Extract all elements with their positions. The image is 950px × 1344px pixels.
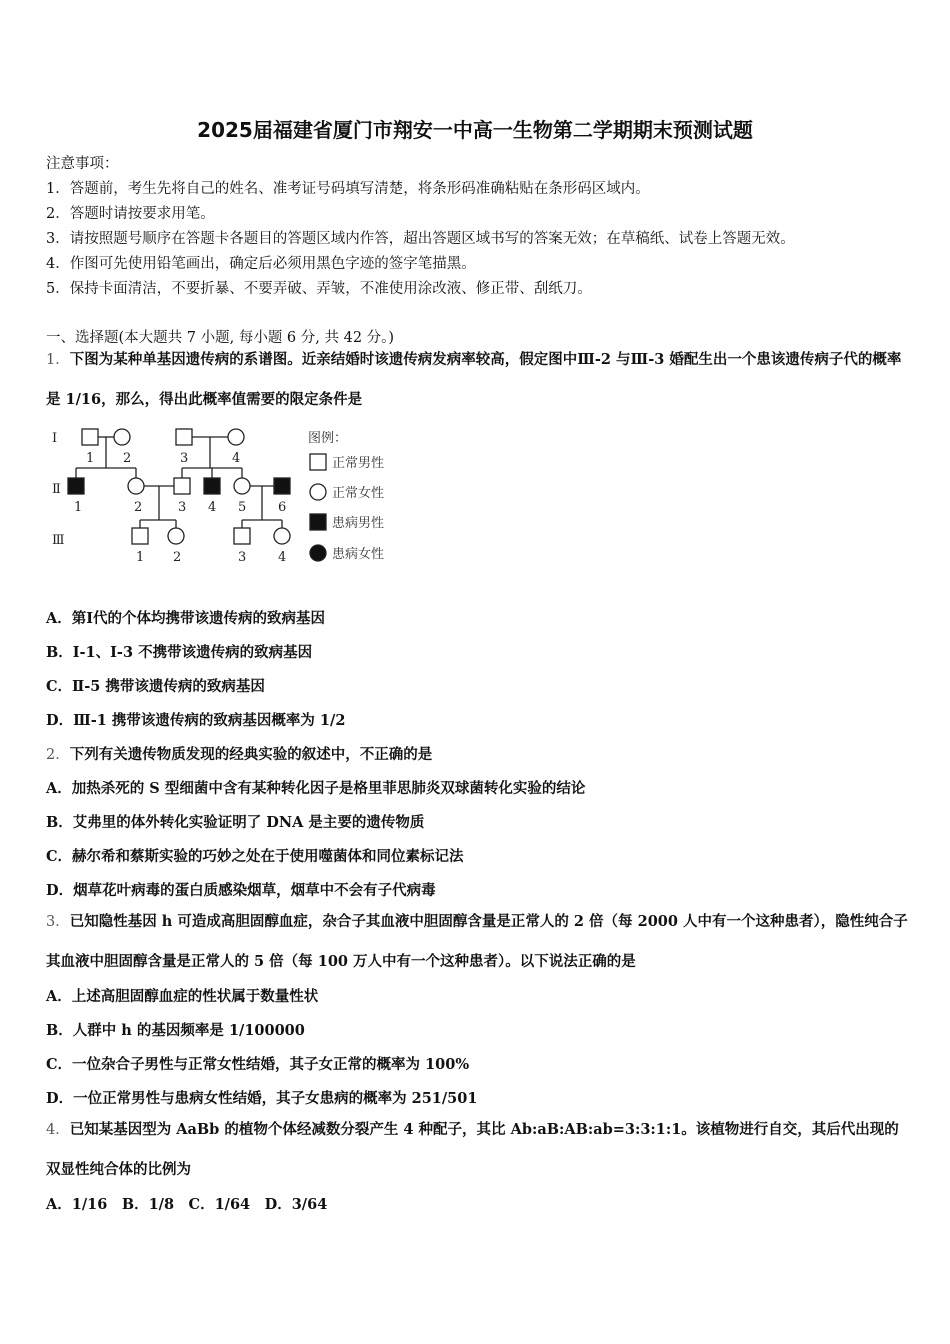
normal-female-symbol [234,478,250,494]
option-c: C．Ⅱ-5 携带该遗传病的致病基因 [46,678,265,695]
individual-number: 4 [278,550,287,565]
question-3-stem: 3．已知隐性基因 h 可造成高胆固醇血症，杂合子其血液中胆固醇含量是正常人的 2 倍（每 2000 人中有一个这种患者），隐性纯合子其血液中胆固醇含量是正常人的 5 倍（每 100 万人中有一个这种患者）。以下说法正确的是 [46,913,908,970]
question-number: 4． [46,1122,70,1138]
legend-title: 图例： [308,431,348,446]
individual-number: 1 [74,500,83,515]
option-b: B．艾弗里的体外转化实验证明了 DNA 是主要的遗传物质 [46,814,425,831]
affected-male-symbol [274,478,290,494]
normal-female-symbol [228,429,244,445]
notice-item: 5．保持卡面清洁，不要折暴、不要弄破、弄皱，不准使用涂改液、修正带、刮纸刀。 [46,281,592,297]
normal-male-symbol [176,429,192,445]
individual-number: 3 [178,500,187,515]
option-a: A．加热杀死的 S 型细菌中含有某种转化因子是格里菲思肺炎双球菌转化实验的结论 [46,780,586,797]
question-number: 1． [46,352,70,368]
question-2-stem: 2．下列有关遗传物质发现的经典实验的叙述中，不正确的是 [46,746,433,763]
option-c: C．赫尔希和蔡斯实验的巧妙之处在于使用噬菌体和同位素标记法 [46,848,464,865]
question-4-stem: 4．已知某基因型为 AaBb 的植物个体经减数分裂产生 4 种配子，其比 Ab:aB:AB:ab=3:3:1:1。该植物进行自交，其后代出现的双显性纯合体的比例为 [46,1121,899,1178]
option-a: A．第Ⅰ代的个体均携带该遗传病的致病基因 [46,610,326,627]
normal-male-symbol [234,528,250,544]
generation-label: Ⅱ [52,482,61,497]
question-number: 3． [46,914,70,930]
affected-male-symbol [68,478,84,494]
individual-number: 2 [173,550,182,565]
notice-heading: 注意事项： [46,156,119,172]
option-a: A．上述高胆固醇血症的性状属于数量性状 [46,988,319,1005]
legend-label: 正常男性 [332,456,385,471]
individual-number: 5 [238,500,247,515]
notice-item: 2．答题时请按要求用笔。 [46,206,215,222]
notice-item: 3．请按照题号顺序在答题卡各题目的答题区域内作答，超出答题区域书写的答案无效；在草稿纸、试卷上答题无效。 [46,231,795,247]
notice-item: 4．作图可先使用铅笔画出，确定后必须用黑色字迹的签字笔描黑。 [46,256,476,272]
individual-number: 4 [232,451,241,466]
normal-male-symbol [82,429,98,445]
normal-female-symbol [114,429,130,445]
normal-male-symbol [310,454,326,470]
question-number: 2． [46,747,70,763]
notice-item: 1．答题前，考生先将自己的姓名、准考证号码填写清楚，将条形码准确粘贴在条形码区域内。 [46,181,650,197]
individual-number: 2 [134,500,143,515]
individual-number: 6 [278,500,287,515]
individual-number: 3 [238,550,247,565]
option-b: B．Ⅰ-1、Ⅰ-3 不携带该遗传病的致病基因 [46,644,313,661]
individual-number: 1 [86,451,95,466]
option-d: D．Ⅲ-1 携带该遗传病的致病基因概率为 1/2 [46,712,346,729]
normal-female-symbol [310,484,326,500]
options-inline: A．1/16 B．1/8 C．1/64 D．3/64 [46,1196,328,1213]
legend-label: 患病男性 [332,516,385,531]
normal-male-symbol [132,528,148,544]
individual-number: 3 [180,451,189,466]
page-title: 2025届福建省厦门市翔安一中高一生物第二学期期末预测试题 [197,118,753,142]
legend-label: 正常女性 [332,486,385,501]
individual-number: 4 [208,500,217,515]
option-d: D．烟草花叶病毒的蛋白质感染烟草，烟草中不会有子代病毒 [46,882,436,899]
option-d: D．一位正常男性与患病女性结婚，其子女患病的概率为 251/501 [46,1090,478,1107]
affected-male-symbol [204,478,220,494]
individual-number: 1 [136,550,145,565]
normal-male-symbol [174,478,190,494]
option-c: C．一位杂合子男性与正常女性结婚，其子女正常的概率为 100% [46,1056,470,1073]
affected-female-symbol [310,545,326,561]
generation-label: Ⅰ [52,431,58,446]
affected-male-symbol [310,514,326,530]
legend-label: 患病女性 [332,547,385,562]
option-b: B．人群中 h 的基因频率是 1/100000 [46,1022,305,1039]
question-1-stem: 1．下图为某种单基因遗传病的系谱图。近亲结婚时该遗传病发病率较高，假定图中Ⅲ-2 与Ⅲ-3 婚配生出一个患该遗传病子代的概率是 1/16，那么，得出此概率值需要的限定条件是 [46,351,902,408]
pedigree-chart [46,420,426,570]
normal-female-symbol [168,528,184,544]
generation-label: Ⅲ [52,533,65,548]
individual-number: 2 [123,451,132,466]
normal-female-symbol [128,478,144,494]
normal-female-symbol [274,528,290,544]
section-heading: 一、选择题(本大题共 7 小题, 每小题 6 分, 共 42 分。) [46,330,395,346]
